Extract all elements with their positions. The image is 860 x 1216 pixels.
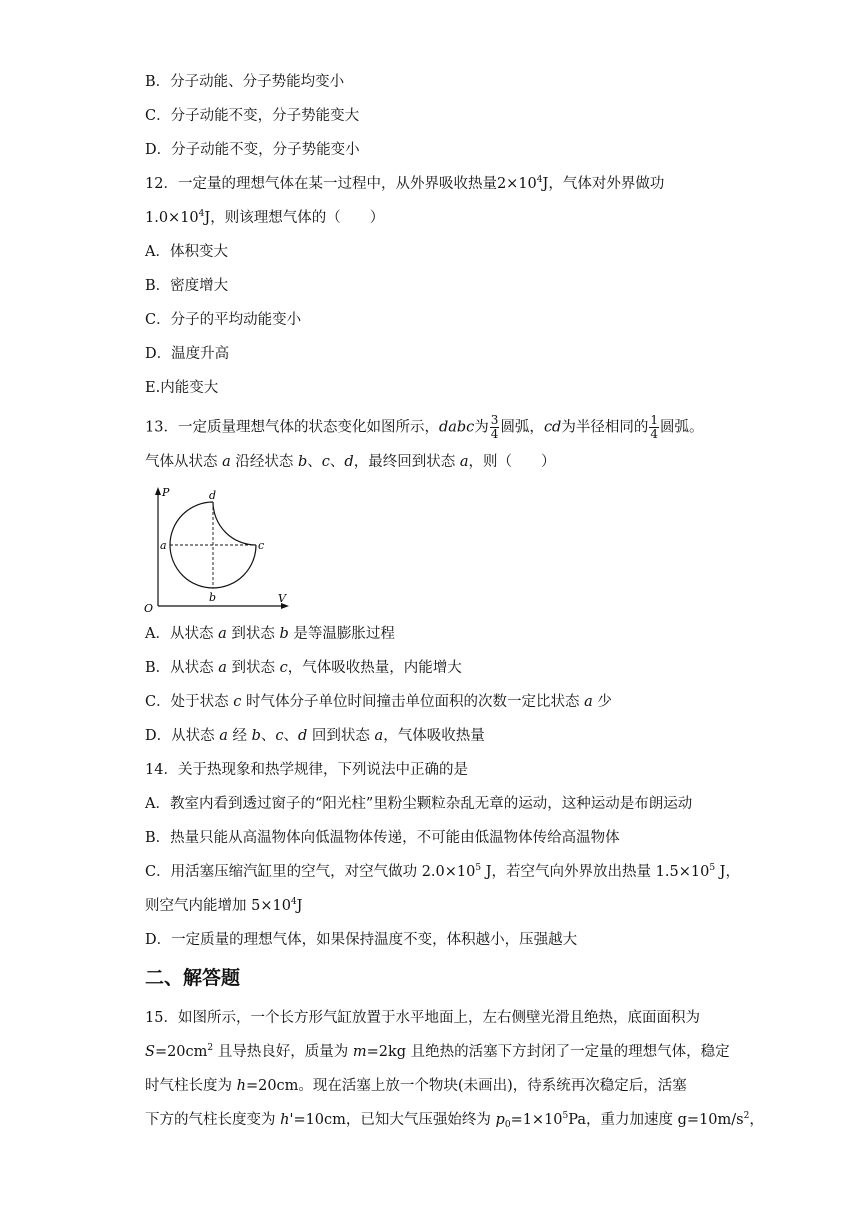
- label-d: d: [209, 489, 217, 502]
- q12-work-exponent: 4: [198, 209, 205, 219]
- label-p: P: [162, 486, 170, 499]
- q15-l2-a: =20cm: [154, 1044, 208, 1060]
- q15-line3: [145, 1076, 687, 1096]
- q13-stem-line2: [145, 452, 555, 472]
- q13-a-var-b: b: [279, 626, 289, 642]
- q15-sub-0: 0: [504, 1120, 511, 1130]
- q13-frac2-denominator: 4: [650, 427, 658, 441]
- q12-heat-unit: J，气体对外界做功: [542, 176, 665, 192]
- q13-s2-var-a: a: [222, 454, 231, 470]
- q14-c-exp1: 5: [475, 863, 482, 873]
- q13-s2-var-a2: a: [459, 454, 469, 470]
- q15-l2-c: =2kg 且绝热的活塞下方封闭了一定量的理想气体，稳定: [366, 1044, 730, 1060]
- q13-d-var-c: c: [275, 728, 284, 744]
- q14-option-c-line2: [145, 896, 303, 916]
- q13-c-2: 时气体分子单位时间撞击单位面积的次数一定比状态: [241, 694, 585, 710]
- q13-a-2: 到状态: [226, 626, 280, 642]
- label-c: c: [258, 539, 265, 552]
- q15-l4-a: 下方的气柱长度变为: [145, 1112, 281, 1128]
- q13-s2-sep2: 、: [329, 454, 345, 470]
- q12-stem-end: J，则该理想气体的（ ）: [204, 210, 385, 226]
- q13-fraction-one-quarter: [649, 414, 659, 441]
- q14-option-d: D．一定质量的理想气体，如果保持温度不变，体积越小，压强越大: [145, 932, 578, 948]
- q14-c-4b: J: [296, 898, 303, 914]
- q13-text-as: 为: [474, 419, 489, 436]
- q13-c-var-a: a: [584, 694, 593, 710]
- q12-stem-line1: [145, 174, 664, 194]
- q14-option-a: A．教室内看到透过窗子的“阳光柱”里粉尘颗粒杂乱无章的运动，这种运动是布朗运动: [145, 796, 693, 812]
- q13-c-1: C．处于状态: [145, 694, 234, 710]
- q14-c-exp2: 5: [709, 863, 716, 873]
- q12-option-e: E.内能变大: [145, 380, 219, 396]
- q13-d-var-a2: a: [374, 728, 384, 744]
- q13-b-3: ，气体吸收热量，内能增大: [287, 660, 462, 676]
- q14-c-2: J，若空气向外界放出热量 1.5×10: [481, 864, 710, 880]
- q15-var-h: h: [236, 1078, 246, 1094]
- q13-a-3: 是等温膨胀过程: [288, 626, 395, 642]
- q15-l2-exp: 2: [207, 1043, 214, 1053]
- q14-c-4a: 则空气内能增加 5×10: [145, 898, 291, 914]
- q12-heat-exponent: 4: [536, 175, 543, 185]
- q13-s2-var-d: d: [344, 454, 354, 470]
- q13-d-sep1: 、: [260, 728, 276, 744]
- q13-b-var-a: a: [218, 660, 227, 676]
- q13-c-var-c: c: [233, 694, 242, 710]
- q13-fraction-three-quarters: [490, 414, 500, 441]
- q13-s2-var-b: b: [297, 454, 308, 470]
- q15-line2: [145, 1042, 730, 1062]
- q11-option-c: C．分子动能不变，分子势能变大: [145, 108, 360, 124]
- q13-text-arc1: 圆弧，: [500, 419, 544, 436]
- q13-option-c: [145, 692, 612, 712]
- q13-b-var-c: c: [279, 660, 288, 676]
- q12-option-a: A．体积变大: [145, 244, 228, 260]
- q12-option-c: C．分子的平均动能变小: [145, 312, 302, 328]
- q13-a-1: A．从状态: [145, 626, 219, 642]
- q14-c-3: J，: [715, 864, 740, 880]
- q15-l3-b: =20cm。现在活塞上放一个物块(未画出)，待系统再次稳定后，活塞: [245, 1078, 687, 1094]
- q13-frac1-numerator: 3: [490, 413, 499, 427]
- q13-d-var-a: a: [219, 728, 228, 744]
- section-heading-answer-questions: 二、解答题: [145, 967, 241, 989]
- arc-cd: [213, 502, 256, 545]
- q15-l2-b: 且导热良好，质量为: [213, 1044, 353, 1060]
- q13-var-dabc: dabc: [438, 419, 475, 436]
- q13-var-cd: cd: [543, 419, 562, 436]
- q13-d-2: 经: [227, 728, 252, 744]
- q13-stem-text: 13．一定质量理想气体的状态变化如图所示，: [145, 419, 439, 436]
- q12-work-value: 1.0×10: [145, 210, 199, 226]
- q13-d-var-d: d: [298, 728, 308, 744]
- q15-l4-f: ，: [749, 1112, 764, 1128]
- q15-l4-exp2: 2: [743, 1111, 750, 1121]
- q13-s2-a: 气体从状态: [145, 454, 223, 470]
- q12-heat-value: 2×10: [496, 176, 537, 192]
- q13-d-4: ，气体吸收热量: [383, 728, 485, 744]
- q13-option-b: [145, 658, 462, 678]
- q13-d-1: D．从状态: [145, 728, 220, 744]
- q13-frac1-denominator: 4: [490, 427, 499, 441]
- q12-option-b: B．密度增大: [145, 278, 229, 294]
- q15-line4: [145, 1110, 764, 1130]
- q15-l4-b: =10cm，已知大气压强始终为: [293, 1112, 496, 1128]
- p-axis-arrow: [155, 487, 161, 495]
- q13-frac2-numerator: 1: [650, 413, 658, 427]
- q14-c-1: C．用活塞压缩汽缸里的空气，对空气做功 2.0×10: [145, 864, 476, 880]
- q14-option-b: B．热量只能从高温物体向低温物体传递，不可能由低温物体传给高温物体: [145, 830, 620, 846]
- q13-b-2: 到状态: [226, 660, 280, 676]
- q15-l4-c: =1×10: [510, 1112, 563, 1128]
- q12-option-d: D．温度升高: [145, 346, 230, 362]
- q13-option-d: [145, 726, 485, 746]
- q15-l3-a: 时气柱长度为: [145, 1078, 237, 1094]
- q12-stem-text: 12．一定量的理想气体在某一过程中，从外界吸收热量: [145, 176, 497, 192]
- q13-b-1: B．从状态: [145, 660, 219, 676]
- q15-l4-exp: 5: [562, 1111, 569, 1121]
- q13-option-a: [145, 624, 395, 644]
- q13-s2-d: ，则（ ）: [468, 454, 556, 470]
- q13-text-same-radius: 为半径相同的: [561, 419, 649, 436]
- label-b: b: [209, 591, 217, 604]
- q15-line1: 15．如图所示，一个长方形气缸放置于水平地面上，左右侧壁光滑且绝热，底面面积为: [145, 1010, 700, 1026]
- q14-stem: 14．关于热现象和热学规律，下列说法中正确的是: [145, 762, 468, 778]
- q15-var-h-prime: h': [280, 1112, 294, 1128]
- q14-c-exp3: 4: [290, 897, 297, 907]
- q13-d-sep2: 、: [283, 728, 299, 744]
- q15-l4-d: Pa，重力加速度 g=10m/s: [568, 1112, 744, 1128]
- q13-s2-var-c: c: [321, 454, 330, 470]
- q11-option-b: B．分子动能、分子势能均变小: [145, 74, 345, 90]
- q13-pv-diagram: [138, 482, 298, 614]
- q13-c-3: 少: [592, 694, 612, 710]
- q13-text-arc2: 圆弧。: [659, 419, 704, 436]
- q13-s2-b: 沿经状态: [230, 454, 298, 470]
- q11-option-d: D．分子动能不变，分子势能变小: [145, 142, 360, 158]
- q15-var-p: p: [495, 1112, 505, 1128]
- label-a: a: [160, 539, 167, 552]
- q13-stem-line1: [145, 414, 703, 441]
- q13-d-var-b: b: [251, 728, 261, 744]
- q15-var-m: m: [352, 1044, 367, 1060]
- q13-d-3: 回到状态: [307, 728, 375, 744]
- label-o: O: [144, 602, 154, 614]
- q15-var-s: S: [145, 1044, 155, 1060]
- q12-stem-line2: [145, 208, 384, 228]
- q13-a-var-a: a: [218, 626, 227, 642]
- label-v: V: [278, 592, 286, 605]
- q13-s2-c: ，最终回到状态: [353, 454, 460, 470]
- q13-s2-sep1: 、: [307, 454, 322, 470]
- q14-option-c-line1: [145, 862, 740, 882]
